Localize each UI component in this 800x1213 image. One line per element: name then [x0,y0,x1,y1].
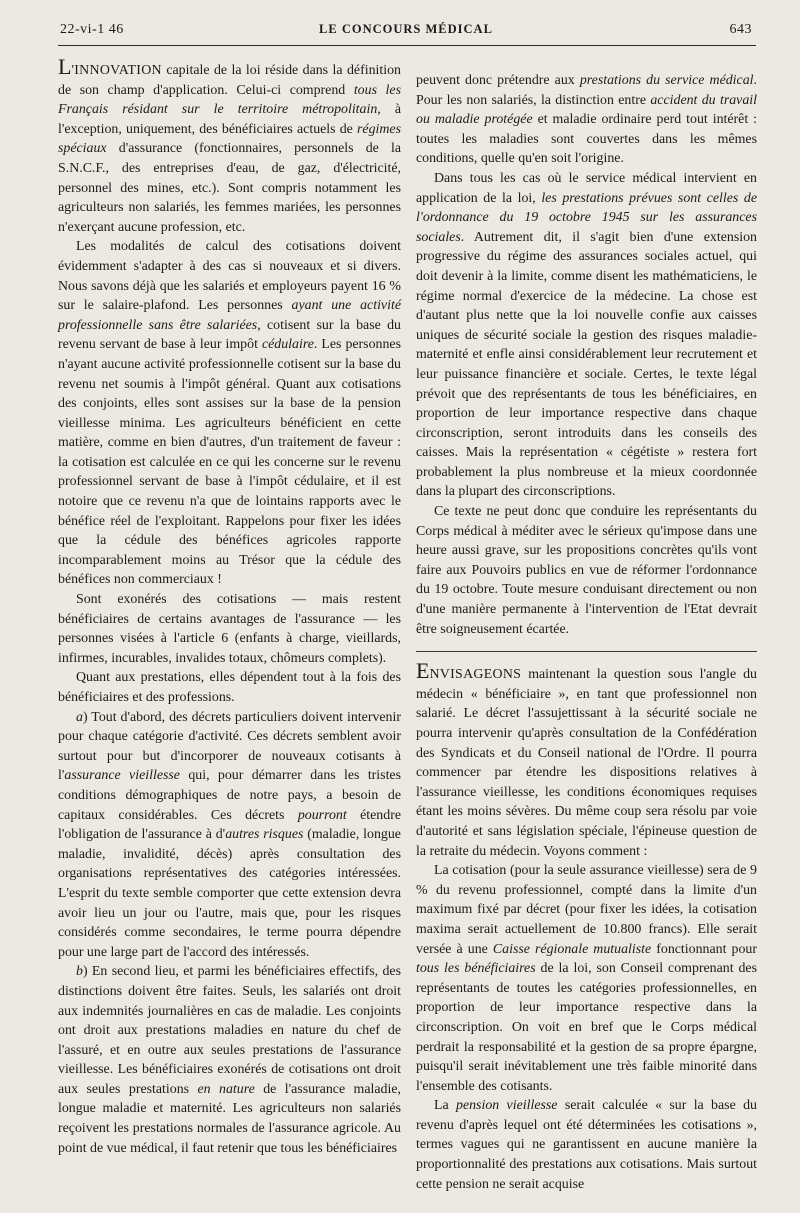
paragraph: La cotisation (pour la seule assurance vieillesse) sera de 9 % du revenu professionnel, compté dans la limite d'un maximum fixé par décret (pour fixer les idées, la cotisation maxima serait actuellement de 10.800 francs). Elle serait versée à une Caisse régionale mutualiste fonctionnant pour tous les bénéficiaires de la loi, son Conseil comprenant des représentants de toutes les catégories professionnelles, en proportion de leur importance respective dans la circonscription. On voit en bref que le Corps médical perdrait la responsabilité et la gestion de sa propre épargne, puisqu'il serait inévitablement une très faible minorité dans l'ensemble des cotisants. [416,863,758,1094]
paragraph: Dans tous les cas où le service médical intervient en application de la loi, les prestations prévues sont celles de l'ordonnance du 19 octobre 1945 sur les assurances sociales. Autrement dit, il s'agit bien d'une extension progressive du régime des assurances sociales actuel, qui doit devenir à la limite, comme disent les mathématiciens, le régime normal d'exercice de la médecine. La chose est d'autant plus nette que la loi nouvelle confie aux caisses uniques de sécurité sociale la gestion des risques maladie-maternité et enfle ainsi considérablement leur recrutement et leur puissance financière et sociale. Certes, le texte légal prévoit que des représentants de tous les bénéficiaires, en proportion de leur importance respective dans chaque circonscription, seront introduits dans les conseils des caisses. Mais la représentation « cégétiste » restera fort probablement la plus nombreuse et la mieux coordonnée dans la plupart des circonscriptions. [416,170,757,500]
paragraph: ENVISAGEONS maintenant la question sous l'angle du médecin « bénéficiaire », en tant que professionnel non salarié. Le décret l'assujettissant à la sécurité sociale ne pourra intervenir qu'après consultation de la Confédération des Syndicats et du Conseil national de l'Ordre. Il pourra commencer par étendre les dispositions relatives à l'assurance vieillesse, les conditions économiques requises étant les moins sévères. Du même coup sera résolu par voie d'autorité et sans législation spéciale, l'épineuse question de la retraite du médecin. Voyons comment : [416,658,757,859]
paragraph: a) Tout d'abord, des décrets particuliers doivent intervenir pour chaque catégorie d'activité. Ces décrets semblent avoir surtout pour but d'incorporer de nouveaux cotisants à l'assurance vieillesse qui, pour démarrer dans les tristes conditions démographiques de notre pays, a besoin de capitaux considérables. Ces décrets pourront étendre l'obligation de l'assurance à d'autres risques (maladie, longue maladie, invalidité, décès) après consultation des organisations représentatives des catégories intéressées. L'esprit du texte semble comporter que cette extension devra avoir lieu un jour ou l'autre, mais que, pour les risques considérés comme secondaires, le terme pourra dépendre pour une large part de l'accord des intéressés. [58,709,402,960]
paragraph: Sont exonérés des cotisations — mais restent bénéficiaires de certains avantages de l'assurance — les personnes visées à l'article 6 (enfants à charge, vieillards, infirmes, incurables, invalides totaux, chômeurs complets). [58,592,401,666]
paragraph: Quant aux prestations, elles dépendent tout à la fois des bénéficiaires et des professions. [58,670,401,705]
paragraph: b) En second lieu, et parmi les bénéficiaires effectifs, des distinctions doivent être faites. Seuls, les salariés ont droit aux indemnités journalières en cas de maladie. Les conjoints ont droit aux prestations maladies en nature du chef de l'assuré, et en outre aux seules prestations de l'assurance vieillesse. Les bénéficiaires exonérés de cotisations ont droit aux seules prestations en nature de l'assurance maladie, longue maladie et maternité. Les agriculteurs non salariés reçoivent les prestations normales de l'assurance agricole. Au point de vue médical, il faut retenir que tous les bénéficiaires [58,964,401,1156]
left-column [58,54,402,1158]
section-divider [416,651,757,652]
header-journal-title: LE CONCOURS MÉDICAL [319,22,493,36]
running-header [60,22,752,42]
header-page-number: 643 [729,22,752,37]
header-date: 22-vi-1 46 [60,22,124,37]
paragraph: Ce texte ne peut donc que conduire les représentants du Corps médical à méditer avec le sérieux qu'impose dans une heure aussi grave, sur les propositions concrètes qu'ils vont faire aux Pouvoirs publics en vue de réformer l'ordonnance du 19 octobre. Toute mesure conduisant directement ou non d'une manière permanente à l'intervention de l'Etat devrait être soigneusement écartée. [416,504,757,637]
drop-cap: E [416,658,430,684]
paragraph: Les modalités de calcul des cotisations doivent évidemment s'adapter à des cas si nouveaux et si divers. Nous savons déjà que les salariés et employeurs payent 16 % sur le salaire-plafond. Les personnes ayant une activité professionnelle sans être salariées, cotisent sur la base du revenu servant de base à leur impôt cédulaire. Les personnes n'ayant aucune activité professionnelle cotisent sur la base du revenu net soumis à l'impôt général. Quant aux cotisations des conjoints, elles sont assises sur la base de la pension vieillesse minima. Les agriculteurs bénéficient en cette matière, comme en bien d'autres, d'un traitement de faveur : la cotisation est calculée en ce qui les concerne sur le revenu professionnel servant de base à l'impôt cédulaire, et il est notoire que ce revenu n'a que de lointains rapports avec le bénéfice réel de l'exploitant. Rappelons pour fixer les idées que la cédule des bénéfices agricoles rapporte incomparablement moins au Trésor que la cédule des bénéfices non commerciaux ! [58,239,401,588]
paragraph: peuvent donc prétendre aux prestations du service médical. Pour les non salariés, la distinction entre accident du travail ou maladie protégée et maladie ordinaire perd tout intérêt : toutes les maladies sont couvertes dans les mêmes conditions, quelle qu'en soit l'origine. [416,73,757,167]
drop-cap: L [58,54,72,79]
paragraph: La pension vieillesse serait calculée « sur la base du revenu d'après lequel ont été déterminées les cotisations », termes vagues qui ne garantissent en aucune manière la proportionnalité des prestations aux cotisations. Mais surtout cette pension ne serait acquise [416,1098,757,1192]
header-rule [58,45,756,46]
paragraph: L'INNOVATION capitale de la loi réside dans la définition de son champ d'application. Celui-ci comprend tous les Français résidant sur le territoire métropolitain, à l'exception, uniquement, des bénéficiaires actuels de régimes spéciaux d'assurance (fonctionnaires, personnels de la S.N.C.F., des entreprises d'eau, de gaz, d'électricité, personnel des mines, etc.). Sont compris notamment les agriculteurs non salariés, les femmes mariées, les personnes n'exerçant aucune profession, etc. [58,54,401,235]
right-column [416,71,757,1194]
